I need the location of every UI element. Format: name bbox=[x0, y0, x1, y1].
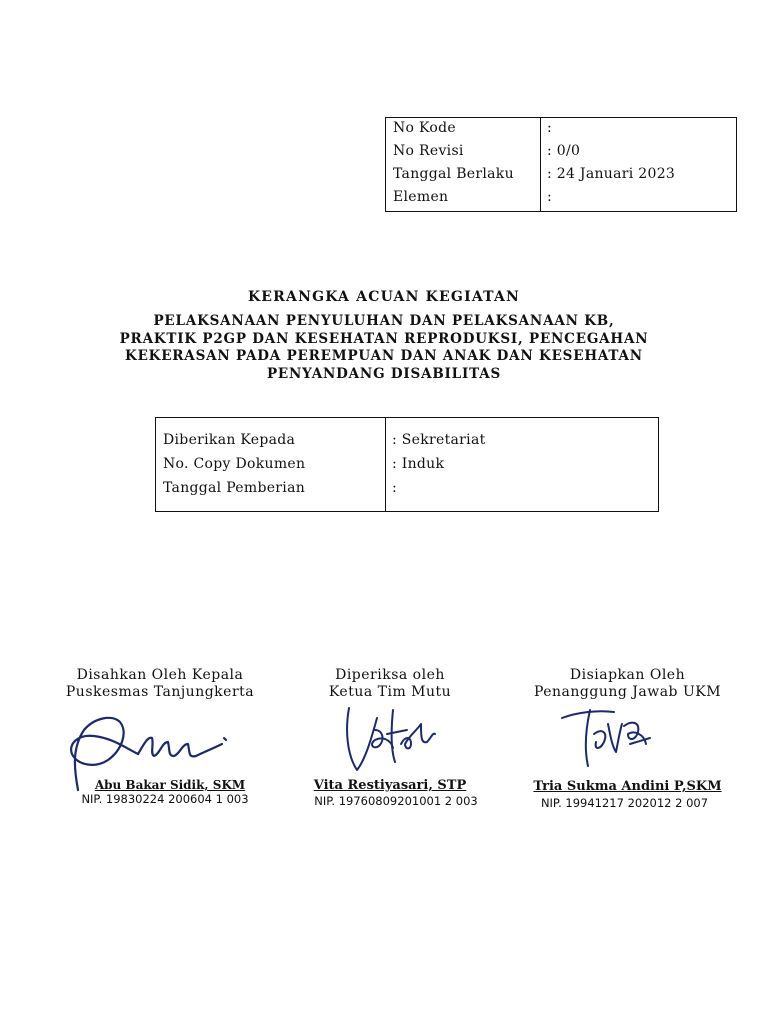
distribution-value: : bbox=[392, 480, 398, 496]
document-subtitle bbox=[0, 313, 768, 383]
distribution-label: Tanggal Pemberian bbox=[163, 480, 306, 496]
signature-role: Diperiksa oleh bbox=[335, 667, 445, 683]
info-label: Tanggal Berlaku bbox=[393, 166, 514, 182]
signature-role: Disiapkan Oleh bbox=[569, 667, 686, 683]
signatory-name: Vita Restiyasari, STP bbox=[313, 778, 467, 793]
signatory-name: Abu Bakar Sidik, SKM bbox=[94, 778, 246, 792]
signature-block-reviewer bbox=[290, 667, 490, 700]
subtitle-line: PELAKSANAAN PENYULUHAN DAN PELAKSANAAN KB, bbox=[153, 313, 615, 329]
subtitle-line: KEKERASAN PADA PEREMPUAN DAN ANAK DAN KESEHATAN bbox=[125, 348, 643, 364]
info-value: : bbox=[547, 120, 553, 136]
distribution-table bbox=[155, 417, 659, 512]
info-label: No Kode bbox=[393, 120, 456, 136]
signatory-nip: NIP. 19760809201001 2 003 bbox=[314, 794, 478, 808]
signature-block-preparer bbox=[515, 667, 740, 700]
distribution-row bbox=[156, 480, 658, 504]
distribution-label: Diberikan Kepada bbox=[163, 432, 296, 448]
handwritten-signature-icon bbox=[335, 700, 445, 790]
document-title: KERANGKA ACUAN KEGIATAN bbox=[247, 289, 521, 305]
info-label: Elemen bbox=[393, 189, 449, 205]
signature-block-approver bbox=[50, 667, 270, 700]
info-row-no-revisi bbox=[386, 141, 736, 164]
subtitle-line: PENYANDANG DISABILITAS bbox=[266, 365, 502, 382]
info-row-tanggal-berlaku bbox=[386, 164, 736, 187]
signature-role: Puskesmas Tanjungkerta bbox=[65, 683, 255, 700]
distribution-label: No. Copy Dokumen bbox=[163, 456, 306, 472]
info-row-no-kode bbox=[386, 118, 736, 141]
signature-role: Penanggung Jawab UKM bbox=[533, 683, 722, 700]
info-value: : 0/0 bbox=[547, 143, 581, 159]
distribution-row bbox=[156, 456, 658, 480]
info-value: : 24 Januari 2023 bbox=[547, 166, 676, 182]
subtitle-line: PRAKTIK P2GP DAN KESEHATAN REPRODUKSI, PENCEGAHAN bbox=[119, 330, 649, 347]
distribution-value: : Induk bbox=[392, 456, 445, 472]
info-label: No Revisi bbox=[393, 143, 464, 159]
handwritten-signature-icon bbox=[558, 704, 658, 774]
info-value: : bbox=[547, 189, 553, 205]
signatory-name: Tria Sukma Andini P,SKM bbox=[533, 779, 722, 794]
signature-role: Ketua Tim Mutu bbox=[328, 683, 452, 700]
signatory-nip: NIP. 19830224 200604 1 003 bbox=[81, 792, 249, 806]
info-row-elemen bbox=[386, 187, 736, 210]
signatory-nip: NIP. 19941217 202012 2 007 bbox=[540, 796, 709, 810]
document-info-table bbox=[385, 117, 737, 212]
distribution-value: : Sekretariat bbox=[392, 432, 486, 448]
signature-role: Disahkan Oleh Kepala bbox=[76, 667, 244, 683]
distribution-row bbox=[156, 432, 658, 456]
